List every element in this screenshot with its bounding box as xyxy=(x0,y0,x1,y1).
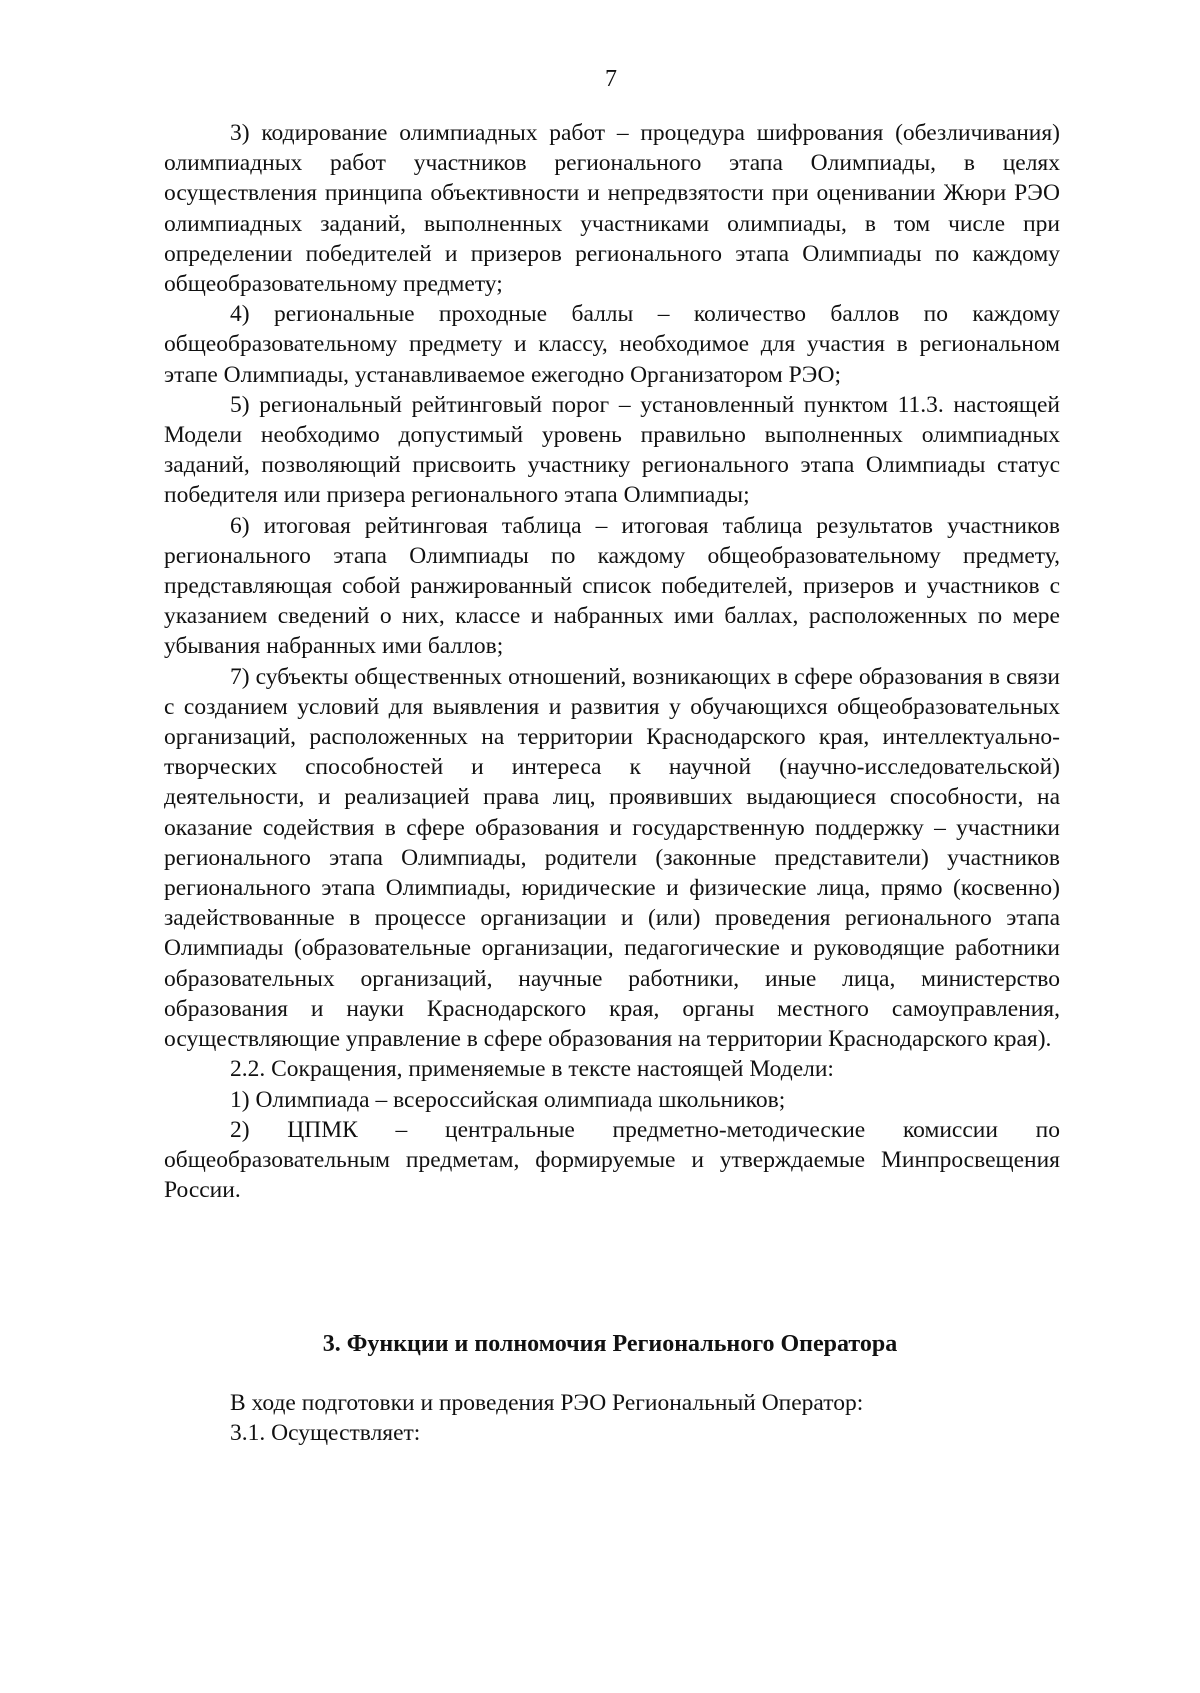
section-intro xyxy=(164,1388,1060,1448)
body-text xyxy=(164,118,1060,1205)
paragraph-3-1: 3.1. Осуществляет: xyxy=(230,1420,421,1447)
paragraph-item-7-subjects: 7) субъекты общественных отношений, возникающих в сфере образования в связи с созданием условий для выявления и развития у обучающихся общеобразовательных организаций, расположенных на территории Краснодарского края, интеллектуально-творческих способностей и интереса к научной (научно-исследовательской) деятельности, и реализацией права лиц, проявивших выдающиеся способности, на оказание содействия в сфере образования и государственную поддержку – участники регионального этапа Олимпиады, родители (законные представители) участников регионального этапа Олимпиады, юридические и физические лица, прямо (косвенно) задействованные в процессе организации и (или) проведения регионального этапа Олимпиады (образовательные организации, педагогические и руководящие работники образовательных организаций, научные работники, иные лица, министерство образования и науки Краснодарского края, органы местного самоуправления, осуществляющие управление в сфере образования на территории Краснодарского края). xyxy=(164,663,1060,1053)
paragraph-item-3-coding: 3) кодирование олимпиадных работ – процедура шифрования (обезличивания) олимпиадных работ участников регионального этапа Олимпиады, в целях осуществления принципа объективности и непредвзятости при оценивании Жюри РЭО олимпиадных заданий, выполненных участниками олимпиады, в том числе при определении победителей и призеров регионального этапа Олимпиады по каждому общеобразовательному предмету; xyxy=(164,120,1060,298)
paragraph-abbrev-1-olympiad: 1) Олимпиада – всероссийская олимпиада школьников; xyxy=(230,1086,786,1113)
paragraph-item-6-final-table: 6) итоговая рейтинговая таблица – итоговая таблица результатов участников регионального этапа Олимпиады по каждому общеобразовательному предмету, представляющая собой ранжированный список победителей, призеров и участников с указанием сведений о них, классе и набранных ими баллах, расположенных по мере убывания набранных ими баллов; xyxy=(164,512,1060,660)
paragraph-2-2-abbreviations: 2.2. Сокращения, применяемые в тексте настоящей Модели: xyxy=(230,1056,834,1083)
paragraph-item-5-rating-threshold: 5) региональный рейтинговый порог – установленный пунктом 11.3. настоящей Модели необходимо допустимый уровень правильно выполненных олимпиадных заданий, позволяющий присвоить участнику регионального этапа Олимпиады статус победителя или призера регионального этапа Олимпиады; xyxy=(164,391,1060,509)
page-number: 7 xyxy=(605,66,617,92)
paragraph-abbrev-2-cpmk: 2) ЦПМК – центральные предметно-методические комиссии по общеобразовательным предметам, формируемые и утверждаемые Минпросвещения России. xyxy=(164,1116,1060,1204)
paragraph-item-4-passing-scores: 4) региональные проходные баллы – количество баллов по каждому общеобразовательному предмету и классу, необходимое для участия в региональном этапе Олимпиады, устанавливаемое ежегодно Организатором РЭО; xyxy=(164,301,1060,388)
section-heading: 3. Функции и полномочия Регионального Оператора xyxy=(322,1331,898,1357)
paragraph-intro: В ходе подготовки и проведения РЭО Региональный Оператор: xyxy=(230,1390,864,1416)
